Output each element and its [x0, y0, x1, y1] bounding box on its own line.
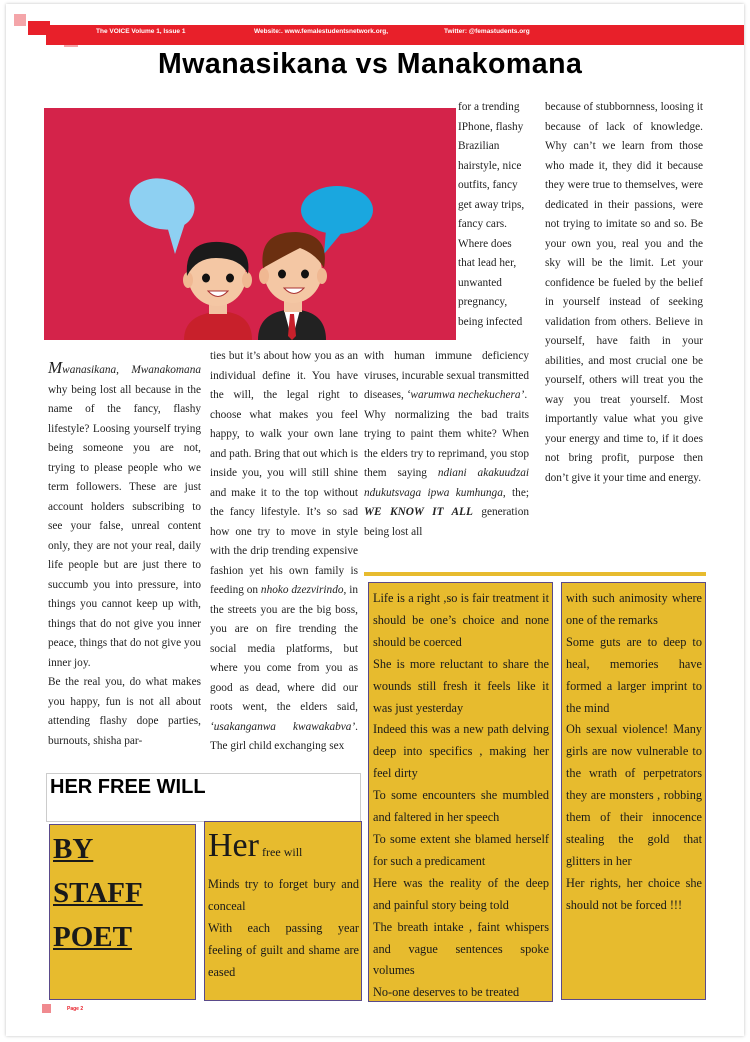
poem-stanza: To some extent she blamed herself for such a predicament [373, 831, 549, 868]
poem-stanza: Her rights, her choice she should not be forced !!! [566, 875, 702, 912]
article-paragraph: with human immune deficiency viruses, incurable sexual transmitted diseases, ‘warumwa nechekuchera’. [364, 350, 530, 401]
article-col2 [210, 347, 358, 757]
footer-decor-square [42, 1004, 51, 1013]
article-col1 [48, 358, 201, 751]
poem-stanza: Oh sexual violence! Many girls are now vulnerable to the wrath of perpetrators they are monsters , robbing them of their innocence stealing the gold that glitters in her [566, 722, 702, 868]
poem-title: Her free will [208, 827, 303, 864]
page-title: Mwanasikana vs Manakomana [158, 48, 583, 80]
poem-box-1 [204, 821, 362, 1001]
article-col3 [364, 347, 529, 542]
header-twitter: Twitter: @femastudents.org [444, 28, 530, 35]
article-paragraph: ties but it’s about how you as an individual define it. You have the will, the legal right to choose what makes you feel happy, to walk your own lane and path. Bring that out which is inside you, you will still shine and make it to the top without the fancy lifestyle. It’s so sad how one try to move in style with the drip trending expensive fashion yet his own family is feeding on nhoko dzezvirindo, in the streets you are the big boss, you are on fire trending the social media platforms, but where you come from you as good as dead, where did our roots went, the elders said, ‘usakanganwa kwawakabva’. The girl child exchanging sex [210, 350, 358, 752]
poem-stanza: Life is a right ,so is fair treatment it should be one’s choice and none should be coerced [373, 591, 549, 649]
section-divider [364, 572, 706, 576]
page-number: Page 2 [67, 1006, 84, 1012]
byline-line: STAFF [53, 877, 143, 909]
poem-box-2 [368, 582, 553, 1002]
poem-box-3 [561, 582, 706, 1000]
poem-stanza: Here was the reality of the deep and painful story being told [373, 875, 549, 912]
poem-stanza: Some guts are to deep to heal, memories have formed a larger imprint to the mind [566, 634, 702, 715]
poem-stanza: with such animosity where one of the remarks [566, 591, 702, 627]
poem-stanza: Minds try to forget bury and conceal [208, 877, 359, 913]
boy-right-icon [258, 232, 327, 340]
poem-heading-banner [46, 773, 361, 822]
article-col4: because of stubbornness, loosing it because of lack of knowledge. Why can’t we learn from those who made it, they did it because they were true to themselves, were dedicated in their passions, were not trying to imitate so and so. Be your own you, real you and the sky will be the limit. Let your confidence be fueled by the belief in yourself instead of seeking validation from others. Believe in yourself, have faith in your abilities, and most crucial one be yourself, others will treat you the way you treat yourself. Most importantly value what you give your energy and time to, if it does not bring profit, purpose then don’t give it your time and energy. [545, 101, 703, 484]
speech-bubble-left-icon [124, 171, 201, 254]
poem-stanza: Indeed this was a new path delving deep into specifics , making her feel dirty [373, 722, 549, 781]
article-paragraph: Be the real you, do what makes you happy, fun is not all about attending flashy dope parties, burnouts, shisha par- [48, 676, 201, 747]
header-website: Website:. www.femalestudentsnetwork.org, [254, 28, 388, 35]
boy-left-icon [183, 242, 252, 340]
article-col3-top: for a trending IPhone, flashy Brazilian hairstyle, nice outfits, fancy get away trips, fancy cars. Where does that lead her, unwanted pregnancy, being infected [458, 101, 525, 328]
cartoon-boys-icon [44, 108, 456, 340]
poem-stanza: She is more reluctant to share the wounds still fresh it feels like it was just yesterday [373, 656, 549, 715]
poem-stanza: With each passing year feeling of guilt and shame are eased [208, 920, 359, 979]
poem-heading: HER FREE WILL [50, 776, 206, 798]
newsletter-page [6, 4, 744, 1036]
header-issue: The VOICE Volume 1, Issue 1 [96, 28, 186, 35]
byline-line: BY [53, 833, 94, 865]
article-paragraph: Mwanasikana, Mwanakomana why being lost all because in the name of the fancy, flashy lifestyle? Loosing yourself trying being someone you are not, trying to please people who we term followers. These are just account holders subscribing to see your false, unreal content only, they are not your real, daily life people but are just there to succumb you into pressure, into things you cannot keep up with, things that do not give you inner peace, things that do not give you inner joy. [48, 358, 201, 669]
byline-line: POET [53, 921, 132, 953]
byline-box [49, 824, 196, 1000]
poem-stanza: The breath intake , faint whispers and vague sentences spoke volumes [373, 919, 549, 978]
header-decor-square [14, 14, 26, 26]
article-paragraph: Why normalizing the bad traits trying to paint them white? When the elders try to reprimand, you stop them saying ndiani akakuudzai ndukutsvaga ipwa kumhunga, the; WE KNOW IT ALL generation being lost all [364, 408, 529, 538]
poem-stanza: No-one deserves to be treated [373, 985, 520, 1000]
hero-illustration [44, 108, 456, 340]
poem-stanza: To some encounters she mumbled and faltered in her speech [373, 788, 549, 825]
